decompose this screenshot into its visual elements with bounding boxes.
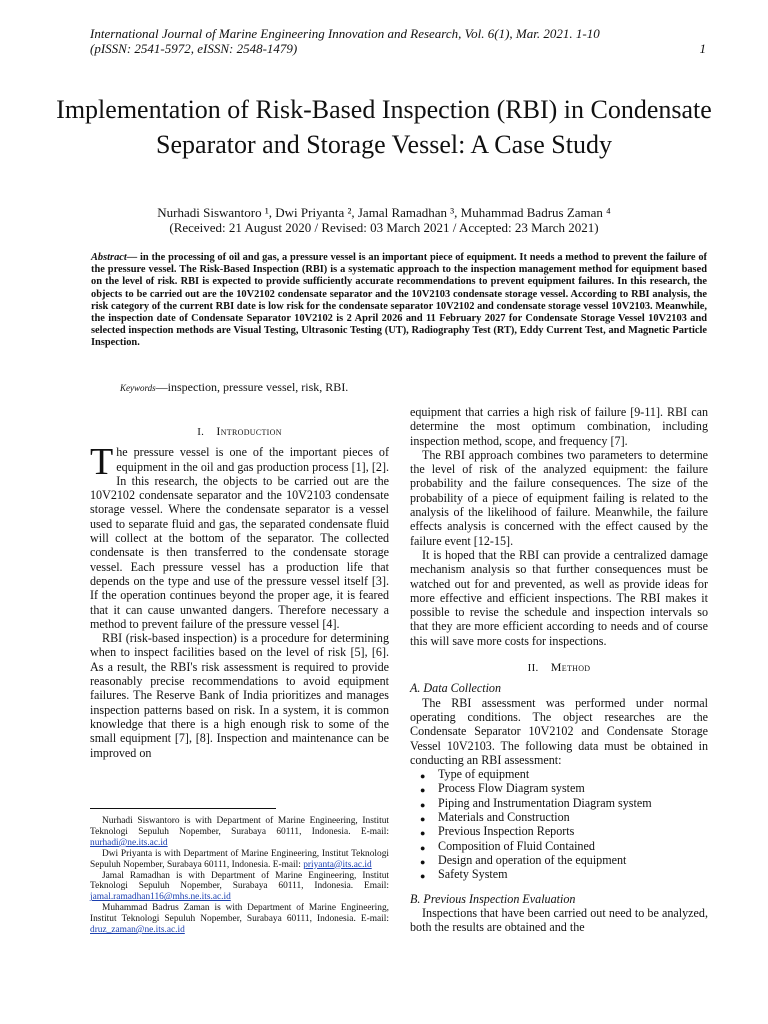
method-paragraph-a: The RBI assessment was performed under normal operating conditions. The object researches are the Condensate Separator 10V2102 and Condensate Storage Vessel 10V2103. The following data must be obtained in conducting an RBI assessment: bbox=[410, 695, 708, 767]
submission-dates: (Received: 21 August 2020 / Revised: 03 March 2021 / Accepted: 23 March 2021) bbox=[169, 220, 599, 235]
footnote bbox=[90, 816, 389, 849]
intro-paragraph-3: equipment that carries a high risk of failure [9-11]. RBI can determine the most optimum combination, including inspection method, scope, and frequency [7]. bbox=[410, 405, 708, 448]
bullet-icon: ● bbox=[420, 785, 426, 796]
author-list: Nurhadi Siswantoro ¹, Dwi Priyanta ², Jamal Ramadhan ³, Muhammad Badrus Zaman ⁴ bbox=[157, 205, 611, 220]
author-block bbox=[40, 205, 728, 235]
intro-paragraph-4: The RBI approach combines two parameters to determine the level of risk of the analyzed equipment: the failure probability and the failure consequences. The size of the probability of a piece of equipment failing is related to the analysis of the likelihood of failure. Meanwhile, the failure effects analysis is concerned with the effect caused by the failure event [12-15]. bbox=[410, 447, 708, 548]
footnote-text: Dwi Priyanta is with Department of Marine Engineering, Institut Teknologi Sepuluh Nopember, Surabaya 60111, Indonesia. E-mail: bbox=[90, 848, 389, 870]
method-paragraph-b: Inspections that have been carried out need to be analyzed, both the results are obtained and the bbox=[410, 905, 708, 935]
footnote-text: Jamal Ramadhan is with Department of Marine Engineering, Institut Teknologi Sepuluh Nopember, Surabaya 60111, Indonesia. Email: bbox=[90, 870, 389, 892]
keywords bbox=[120, 380, 348, 395]
bullet-icon: ● bbox=[420, 828, 426, 839]
footnote-text: Muhammad Badrus Zaman is with Department of Marine Engineering, Institut Teknologi Sepuluh Nopember, Surabaya 60111, Indonesia. E-mail: bbox=[90, 903, 389, 925]
journal-issn: (pISSN: 2541-5972, eISSN: 2548-1479) bbox=[90, 41, 298, 56]
list-item bbox=[420, 838, 708, 853]
list-item-text: Safety System bbox=[438, 867, 508, 882]
subsection-heading-b: B. Previous Inspection Evaluation bbox=[410, 891, 576, 906]
list-item bbox=[420, 867, 708, 882]
bullet-icon: ● bbox=[420, 856, 426, 867]
list-item bbox=[420, 810, 708, 825]
footnote bbox=[90, 871, 389, 904]
list-item bbox=[420, 781, 708, 796]
keywords-label: Keywords bbox=[120, 383, 156, 393]
intro-paragraph-1 bbox=[90, 441, 389, 631]
list-item-text: Materials and Construction bbox=[438, 810, 570, 825]
list-item-text: Type of equipment bbox=[438, 767, 530, 782]
section-number: II. bbox=[527, 662, 539, 675]
journal-header bbox=[90, 26, 710, 56]
email-link[interactable]: priyanta@its.ac.id bbox=[303, 859, 372, 870]
list-item-text: Process Flow Diagram system bbox=[438, 781, 585, 796]
footnote bbox=[90, 849, 389, 871]
intro-paragraph-5: It is hoped that the RBI can provide a centralized damage mechanism analysis so that further consequences must be watched out for and prevented, as well as provide ideas for more effective and efficient inspections. The RBI makes it possible to revise the schedule and inspection intervals so that they are more efficient according to needs and of course this will save more costs for inspections. bbox=[410, 547, 708, 648]
abstract bbox=[91, 252, 707, 350]
list-item bbox=[420, 824, 708, 839]
email-link[interactable]: nurhadi@ne.its.ac.id bbox=[90, 837, 168, 848]
email-link[interactable]: jamal.ramadhan116@mhs.ne.its.ac.id bbox=[90, 892, 231, 903]
keywords-dash: — bbox=[155, 380, 168, 394]
bullet-icon: ● bbox=[420, 842, 426, 853]
abstract-dash: — bbox=[126, 252, 138, 263]
email-link[interactable]: druz_zaman@ne.its.ac.id bbox=[90, 925, 185, 936]
list-item-text: Piping and Instrumentation Diagram system bbox=[438, 795, 652, 810]
section-title: Introduction bbox=[216, 424, 282, 438]
intro-paragraph-1-text: he pressure vessel is one of the important pieces of equipment in the oil and gas production process [1], [2]. In this research, the objects to be carried out are the 10V2102 condensate separator and the 10V2103 condensate storage vessel. Where the condensate separator is a vessel used to separate fluid and gas, the separated condensate fluid will collect at the bottom of the separator. The collected condensate is then transferred to the condensate storage vessel. Each pressure vessel has a production life that depends on the type and use of the pressure vessel itself [3]. If the operation continues beyond the proper age, it is feared that it can cause unwanted dangers. Therefore necessary a method to prevent failure of the pressure vessel [4]. bbox=[90, 445, 389, 631]
list-item-text: Design and operation of the equipment bbox=[438, 852, 627, 867]
page-number: 1 bbox=[699, 41, 706, 56]
data-requirements-list bbox=[410, 767, 708, 881]
subsection-heading-a: A. Data Collection bbox=[410, 681, 502, 696]
bullet-icon: ● bbox=[420, 799, 426, 810]
list-item bbox=[420, 795, 708, 810]
bullet-icon: ● bbox=[420, 871, 426, 882]
abstract-label: Abstract bbox=[91, 252, 127, 263]
right-column bbox=[410, 405, 708, 934]
section-heading-introduction bbox=[90, 424, 389, 439]
drop-cap: T bbox=[90, 441, 114, 484]
footnote bbox=[90, 903, 389, 936]
list-item-text: Composition of Fluid Contained bbox=[438, 838, 595, 853]
paper-title: Implementation of Risk-Based Inspection (RBI) in Condensate Separator and Storage Vessel: A Case Study bbox=[56, 95, 712, 159]
intro-paragraph-2: RBI (risk-based inspection) is a procedure for determining when to inspect facilities based on the level of risk [5], [6]. As a result, the RBI's risk assessment is required to provide reasonably precise recommendations to avoid equipment failures. The Reserve Bank of India prioritizes and manages inspection patterns based on risk. In a system, it is common knowledge that there is a high enough risk to some of the small equipment [7], [8]. Inspection and maintenance can be improved on bbox=[90, 631, 389, 760]
journal-citation: International Journal of Marine Engineering Innovation and Research, Vol. 6(1), Mar. 2021. 1-10 bbox=[90, 26, 600, 41]
list-item-text: Previous Inspection Reports bbox=[438, 824, 575, 839]
section-number: I. bbox=[197, 426, 205, 438]
footnote-text: Nurhadi Siswantoro is with Department of Marine Engineering, Institut Teknologi Sepuluh Nopember, Surabaya 60111, Indonesia. E-mail: bbox=[90, 816, 389, 837]
footnote-divider bbox=[90, 808, 276, 809]
bullet-icon: ● bbox=[420, 771, 426, 782]
keywords-text: inspection, pressure vessel, risk, RBI. bbox=[167, 380, 349, 394]
list-item bbox=[420, 767, 708, 782]
footnotes bbox=[90, 816, 389, 936]
list-item bbox=[420, 852, 708, 867]
section-heading-method bbox=[410, 660, 708, 675]
abstract-text: in the processing of oil and gas, a pressure vessel is an important piece of equipment. It needs a method to prevent the failure of the pressure vessel. The Risk-Based Inspection (RBI) is a systematic approach to the inspection management method for equipment based on the level of risk. RBI is expected to provide sufficiently accurate recommendations to prevent equipment failures. In this research, the objects to be carried out are the 10V2102 condensate separator and the 10V2103 condensate storage vessel. According to RBI analysis, the risk category of the current RBI date is low risk for the condensate separator 10V2102 and condensate storage vessel 10V2103. Meanwhile, the inspection date of Condensate Separator 10V2102 is 2 April 2026 and 11 February 2027 for Condensate Storage Vessel 10V2103 and selected inspection methods are Visual Testing, Ultrasonic Testing (UT), Radiography Test (RT), Eddy Current Test, and Magnetic Particle Inspection. bbox=[91, 252, 707, 349]
bullet-icon: ● bbox=[420, 814, 426, 825]
left-column bbox=[90, 420, 389, 760]
section-title: Method bbox=[550, 660, 591, 675]
